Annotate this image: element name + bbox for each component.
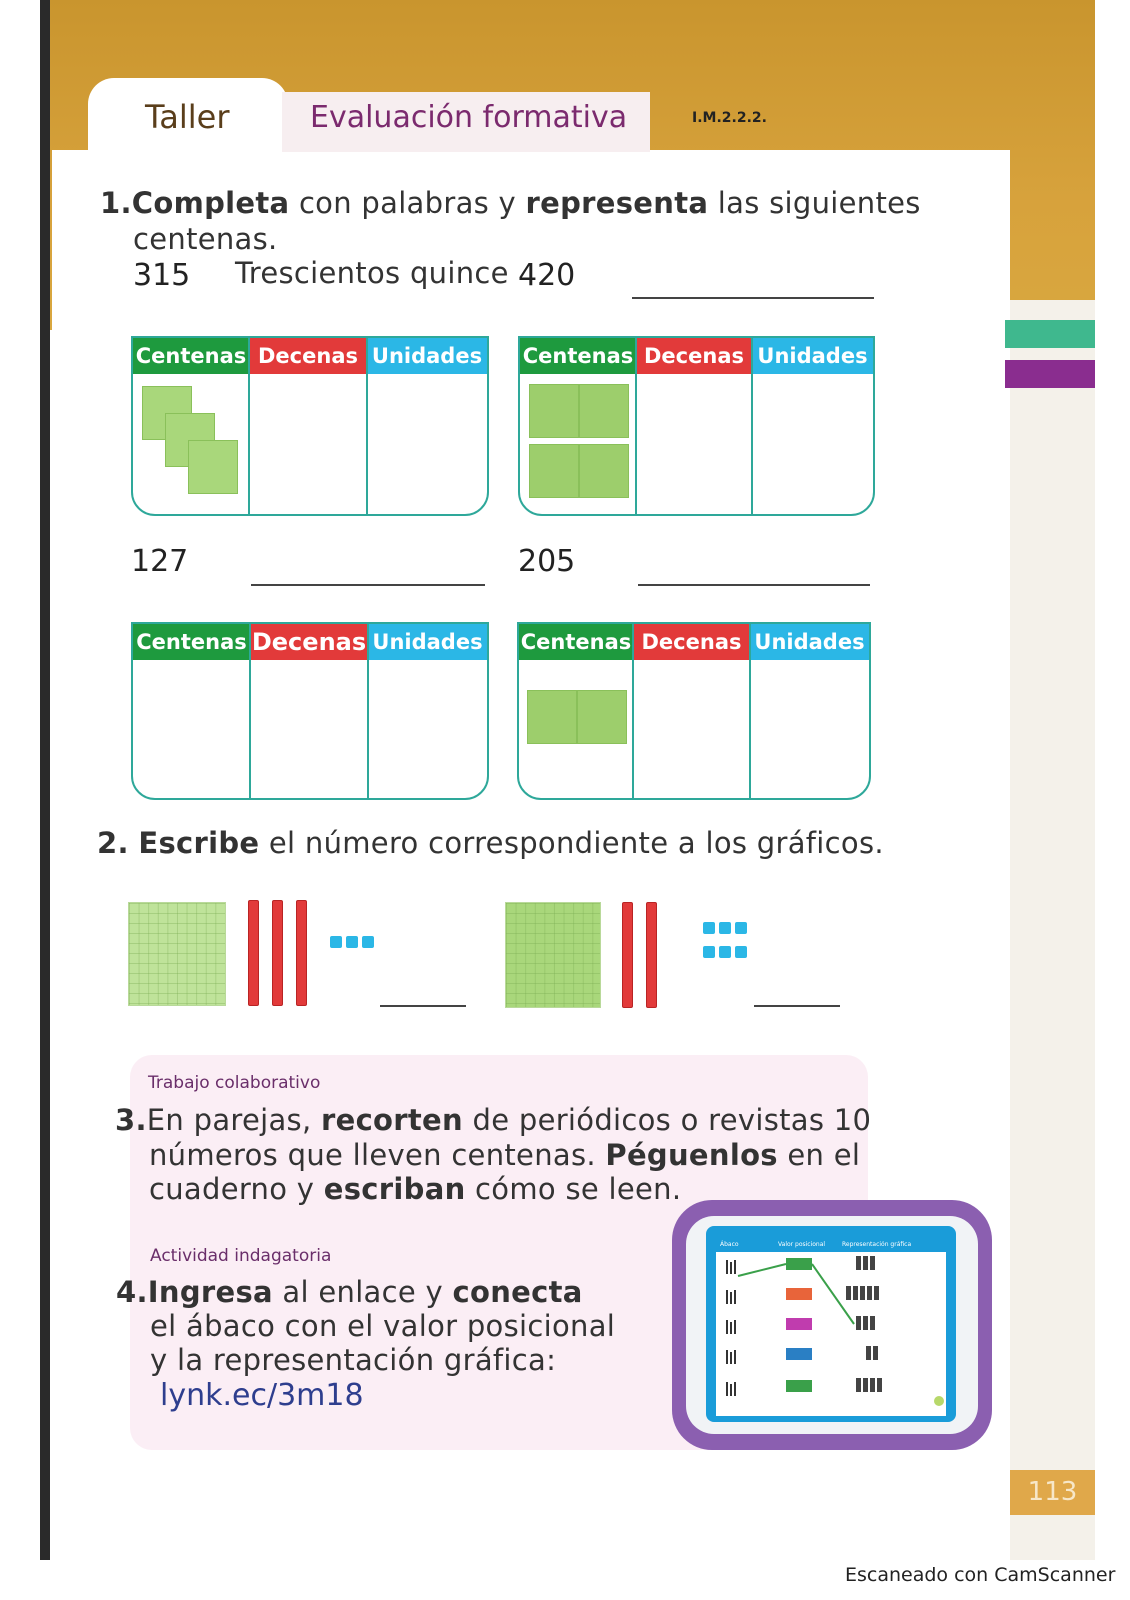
- ten-rod: [646, 902, 657, 1008]
- header-units: Unidades: [367, 338, 487, 374]
- unit-cube: [719, 946, 731, 958]
- column-divider: [635, 338, 637, 514]
- header-units: Unidades: [750, 624, 869, 660]
- exercise3-line3: [149, 1172, 681, 1206]
- header-tens: Decenas: [249, 338, 367, 374]
- hundred-flat: [579, 444, 629, 498]
- exercise4-line2: el ábaco con el valor posicional: [150, 1309, 616, 1343]
- bold-escriban: escriban: [323, 1172, 466, 1206]
- tablet-activity-illustration: [716, 1240, 946, 1416]
- text: En parejas,: [146, 1103, 321, 1137]
- text: al enlace y: [272, 1275, 453, 1309]
- ten-rod: [272, 900, 283, 1006]
- exercise3-line1: [115, 1103, 871, 1137]
- hundred-flat: [527, 690, 577, 744]
- tablet-button-icon: [934, 1396, 944, 1406]
- header-units: Unidades: [368, 624, 487, 660]
- exercise3-number: 3.: [115, 1103, 147, 1137]
- text: cuaderno y: [149, 1172, 324, 1206]
- tablet-col-abacus: Ábaco: [720, 1241, 739, 1248]
- tablet-activity-panel: [716, 1240, 946, 1416]
- header-hundreds: Centenas: [133, 624, 250, 660]
- scanner-watermark: Escaneado con CamScanner: [845, 1564, 1116, 1586]
- header-tens: Decenas: [636, 338, 752, 374]
- place-value-table: [518, 336, 875, 516]
- column-divider: [366, 338, 368, 514]
- inquiry-label: Actividad indagatoria: [150, 1246, 332, 1266]
- hundred-flat: [188, 440, 238, 494]
- item-number: 420: [518, 258, 576, 293]
- header-tens: Decenas: [250, 624, 368, 660]
- column-divider: [749, 624, 751, 798]
- bold-ingresa: Ingresa: [147, 1275, 273, 1309]
- tab-assessment-label: Evaluación formativa: [310, 100, 628, 135]
- text: números que lleven centenas.: [149, 1138, 606, 1172]
- unit-cube: [735, 922, 747, 934]
- bold-completa: Completa: [131, 186, 290, 220]
- page-number: 113: [1010, 1470, 1095, 1515]
- exercise2-instruction: [97, 826, 884, 860]
- unit-cube: [735, 946, 747, 958]
- unit-cube: [330, 936, 342, 948]
- instruction-text: con palabras y: [289, 186, 526, 220]
- item-number: 127: [131, 544, 189, 579]
- unit-cube: [346, 936, 358, 948]
- hundred-block: [128, 902, 226, 1006]
- column-divider: [632, 624, 634, 798]
- tab-workshop-label: Taller: [145, 98, 230, 136]
- resource-link[interactable]: lynk.ec/3m18: [160, 1378, 364, 1413]
- place-value-table: [517, 622, 871, 800]
- answer-line[interactable]: [251, 584, 485, 586]
- item-number: 315: [133, 258, 191, 293]
- exercise1-instruction-line2: centenas.: [133, 222, 278, 256]
- header-tens: Decenas: [633, 624, 750, 660]
- instruction-text: el número correspondiente a los gráficos.: [259, 826, 884, 860]
- text: en el: [777, 1138, 861, 1172]
- binding-shadow: [40, 0, 50, 1560]
- header-units: Unidades: [752, 338, 873, 374]
- ten-rod: [248, 900, 259, 1006]
- text: de periódicos o revistas 10: [462, 1103, 872, 1137]
- answer-line[interactable]: [632, 297, 874, 299]
- column-divider: [249, 624, 251, 798]
- bold-peguenlos: Péguenlos: [605, 1138, 778, 1172]
- column-divider: [751, 338, 753, 514]
- bold-escribe: Escribe: [138, 826, 260, 860]
- hundred-flat: [577, 690, 627, 744]
- item-number: 205: [518, 544, 576, 579]
- hundred-block: [505, 902, 601, 1008]
- header-hundreds: Centenas: [133, 338, 249, 374]
- place-value-table: [131, 336, 489, 516]
- column-divider: [367, 624, 369, 798]
- item-words: Trescientos quince: [235, 256, 509, 290]
- hundred-flat: [529, 384, 579, 438]
- hundred-flat: [529, 444, 579, 498]
- exercise1-number: 1.: [100, 186, 132, 220]
- exercise2-number: 2.: [97, 826, 129, 860]
- text: cómo se leen.: [465, 1172, 682, 1206]
- curriculum-code: I.M.2.2.2.: [692, 110, 767, 126]
- hundred-flat: [579, 384, 629, 438]
- unit-cube: [719, 922, 731, 934]
- bold-conecta: conecta: [452, 1275, 583, 1309]
- exercise1-instruction: [100, 186, 921, 220]
- exercise4-number: 4.: [116, 1275, 148, 1309]
- collaborative-label: Trabajo colaborativo: [148, 1073, 321, 1093]
- exercise3-line2: [149, 1138, 860, 1172]
- unit-cube: [362, 936, 374, 948]
- ten-rod: [296, 900, 307, 1006]
- edge-tab-purple: [1005, 360, 1095, 388]
- place-value-table: [131, 622, 489, 800]
- answer-line[interactable]: [754, 1005, 840, 1007]
- page-right-margin: [1010, 300, 1095, 1560]
- bold-recorten: recorten: [321, 1103, 463, 1137]
- answer-line[interactable]: [638, 584, 870, 586]
- exercise4-line1: [116, 1275, 583, 1309]
- column-divider: [248, 338, 250, 514]
- unit-cube: [703, 946, 715, 958]
- header-hundreds: Centenas: [520, 338, 636, 374]
- exercise4-line3: y la representación gráfica:: [150, 1343, 557, 1377]
- instruction-text: las siguientes: [708, 186, 921, 220]
- answer-line[interactable]: [380, 1005, 466, 1007]
- unit-cube: [703, 922, 715, 934]
- tablet-col-graphic: Representación gráfica: [842, 1241, 912, 1248]
- edge-tab-green: [1005, 320, 1095, 348]
- header-hundreds: Centenas: [519, 624, 633, 660]
- ten-rod: [622, 902, 633, 1008]
- bold-representa: representa: [525, 186, 709, 220]
- tablet-col-place-value: Valor posicional: [778, 1241, 826, 1248]
